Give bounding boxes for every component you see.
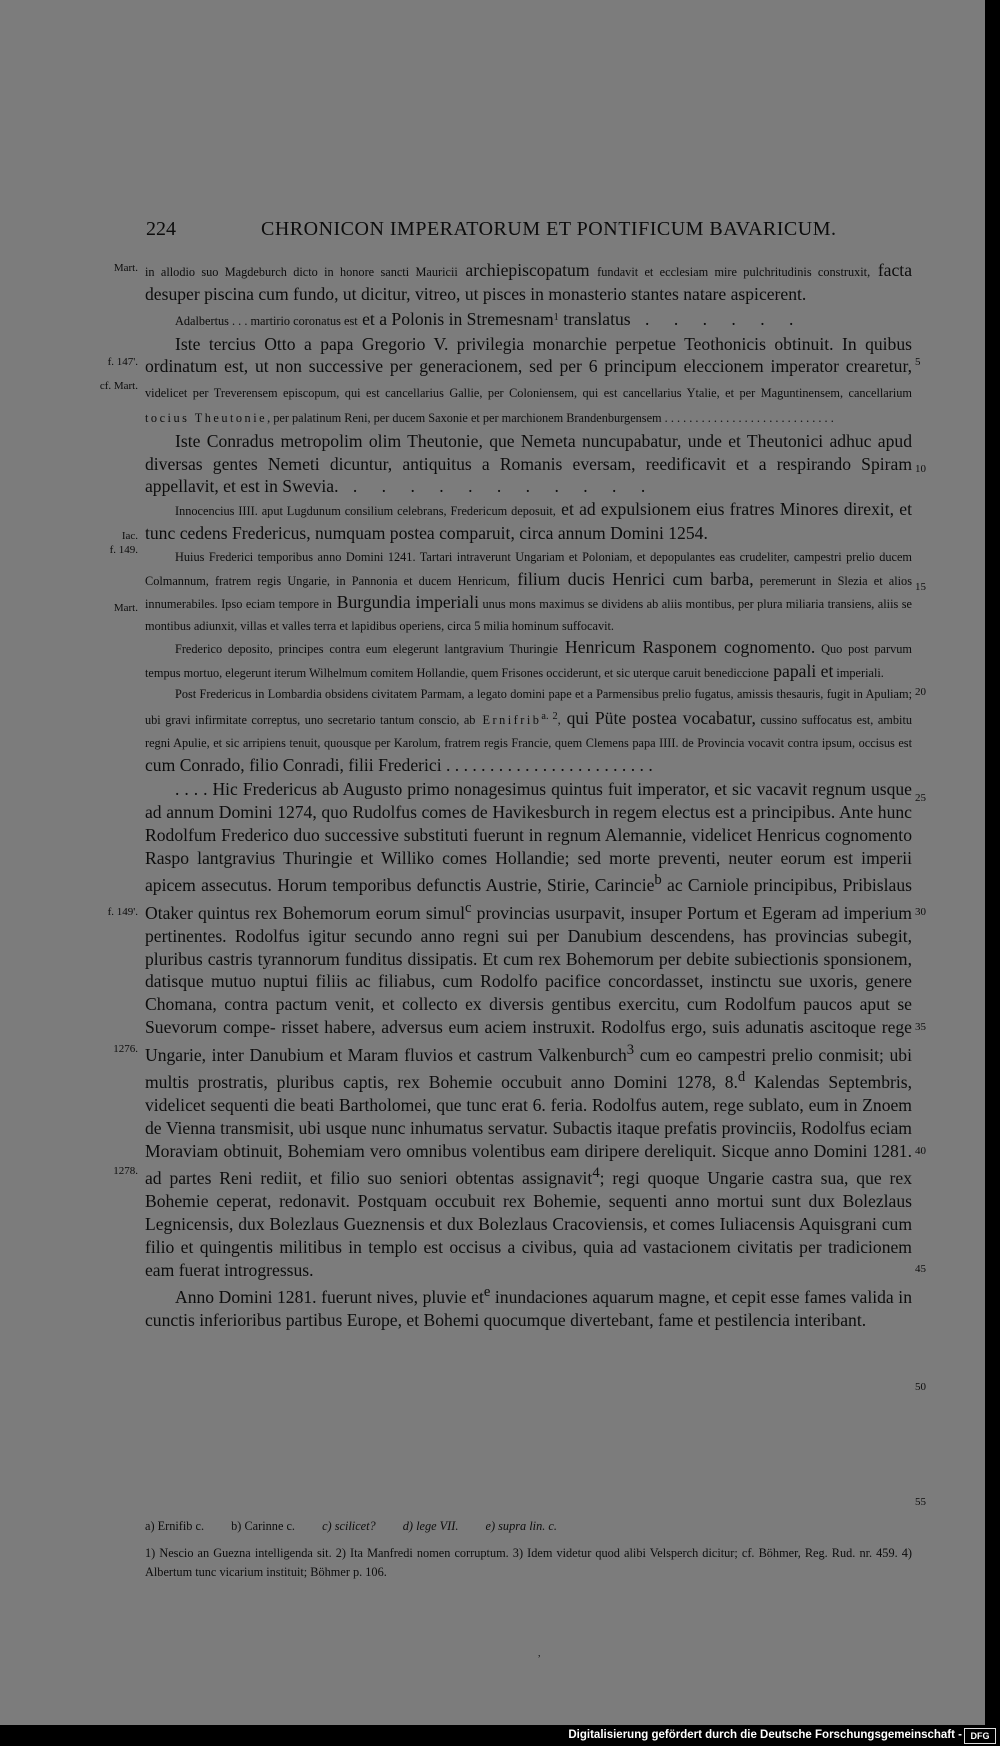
margin-ref: cf. Mart. xyxy=(99,380,138,392)
margin-ref: Mart. xyxy=(113,262,138,274)
note: d) lege VII. xyxy=(402,1519,459,1533)
margin-ref: f. 147'. xyxy=(107,356,138,368)
line-number: 15 xyxy=(915,581,926,593)
footnote-ref: d xyxy=(737,1069,746,1086)
footnote-ref: c xyxy=(464,900,472,917)
line-number: 25 xyxy=(915,792,926,804)
line-number: 35 xyxy=(915,1021,926,1033)
scan-speck: , xyxy=(538,1648,541,1659)
line-number: 55 xyxy=(915,1496,926,1508)
footnote-ref: e xyxy=(483,1284,491,1301)
paragraph: Frederico deposito, principes contra eum elegerunt lantgravium Thuringie Henricum Rasponem cognomento. Quo post parvum tempus mortuo, elegerunt iterum Wilhelmum comitem Hollandie, quem Frisones occiderunt, et sic uterque caruit benediccione papali et imperiali. xyxy=(145,637,912,681)
paragraph: Anno Domini 1281. fuerunt nives, pluvie $et^e$ inundaciones aquarum magne, et cepit esse fames valida in cunctis inferioribus partibus Europe, et Bohemi quocumque divertebant, fame et pestilencia interibant. xyxy=(145,1284,912,1330)
page-number: 224 xyxy=(146,218,176,240)
note: c) scilicet? xyxy=(322,1519,376,1533)
main-text xyxy=(145,260,912,1332)
footnote-ref: 1 xyxy=(553,312,559,323)
margin-ref: 1278. xyxy=(113,1165,138,1177)
footnote-ref: a. 2 xyxy=(541,710,558,722)
paragraph: Iste tercius Otto a papa Gregorio V. privilegia monarchie perpetue Teothonicis obtinuit. In quibus ordinatum est, ut non successive per generacionem, sed per 6 principum eleccionem imperator crearetur, videlicet per Treverensem episcopum, qui est cancellarius Gallie, per Coloniensem, qui est cancellarius Ytalie, et per Maguntinensem, cancellarium tocius Theutonie, per palatinum Reni, per ducem Saxonie et per marchionem Brandenburgensem . . . . . . . . . . . . . . . . . . . . . . . . . . . . xyxy=(145,333,912,425)
footnote-ref: 4 xyxy=(592,1165,600,1182)
paragraph: Iste Conradus metropolim olim Theutonie, que Nemeta nuncupabatur, unde et Theutonici adhuc apud diversas gentes Nemeti dicuntur, antiquitus a Romanis eversam, reedificavit et a respirando Spiram appellavit, et est in Swevia. . . . . . . . . . . . xyxy=(145,430,912,497)
line-number: 30 xyxy=(915,906,926,918)
footer-bar xyxy=(0,1725,1000,1746)
line-number: 20 xyxy=(915,686,926,698)
dfg-logo: DFG xyxy=(964,1728,996,1744)
note: b) Carinne c. xyxy=(231,1519,296,1533)
paragraph: Innocencius IIII. aput Lugdunum consilium celebrans, Fredericum deposuit, et ad expulsionem eius fratres Minores direxit, et tunc cedens Fredericus, numquam postea comparuit, circa annum Domini 1254. xyxy=(145,499,912,543)
paragraph: Adalbertus . . . martirio coronatus est et a Polonis in Stremesnam$^1$ translatus . . . . . . xyxy=(175,309,804,330)
paragraph: Huius Frederici temporibus anno Domini 1241. Tartari intraverunt Ungariam et Poloniam, et depopulantes eas crudeliter, campestri prelio ducem Colmannum, fratrem regis Ungarie, in Pannonia et ducem Henricum, filium ducis Henrici cum barba, peremerunt in Slezia et alios innumerabiles. Ipso eciam tempore in Burgundia imperiali unus mons maximus se dividens ab aliis montibus, per plura miliaria transiens, aliis se montibus adiunxit, villas et valles terra et lapidibus operiens, circa 5 milia hominum suffocavit. xyxy=(145,550,913,633)
line-number: 50 xyxy=(915,1381,926,1393)
note: a) Ernifib c. xyxy=(145,1519,205,1533)
margin-ref: f. 149'. xyxy=(107,906,138,918)
margin-ref: Iac. xyxy=(121,530,138,542)
footnote-ref: 3 xyxy=(626,1041,635,1058)
margin-ref: Mart. xyxy=(113,602,138,614)
running-title: CHRONICON IMPERATORUM ET PONTIFICUM BAVARICUM. xyxy=(261,218,837,240)
footnote-ref: b xyxy=(654,872,662,889)
page-header xyxy=(146,218,916,242)
margin-ref: f. 149. xyxy=(109,544,138,556)
paragraph: in allodio suo Magdeburch dicto in honore sancti Mauricii archiepiscopatum fundavit et ecclesiam mire pulchritudinis construxit, facta desuper piscina cum fundo, ut dicitur, vitreo, ut pisces in monasterio stantes natare aspicerent. xyxy=(145,260,912,304)
footer-text: Digitalisierung gefördert durch die Deutsche Forschungsgemeinschaft - xyxy=(568,1729,962,1741)
paragraph: Post Fredericus in Lombardia obsidens civitatem Parmam, a legato domini pape et a Parmensibus prelio fugatus, amissis thesauris, fugit in Apuliam; ubi gravi infirmitate correptus, uno secretario tantum conscio, ab Ernifrib$^{a. 2}$, qui Püte postea vocabatur, cussino suffocatus est, ambitu regni Apulie, et sic arripiens tenuit, quousque per Karolum, fratrem regis Francie, quem Clemens papa IIII. de Provincia vocavit contra ipsum, occisus est cum Conrado, filio Conradi, filii Frederici . . . . . . . . . . . . . . . . . . . . . . . . xyxy=(145,687,913,775)
textual-notes xyxy=(145,1519,912,1534)
footnotes: 1) Nescio an Guezna intelligenda sit. 2) Ita Manfredi nomen corruptum. 3) Idem videtur quod alibi Velsperch dicitur; cf. Böhmer, Reg. Rud. nr. 459. 4) Albertum tunc vicarium instituit; Böhmer p. 106. xyxy=(145,1546,912,1579)
margin-ref: 1276. xyxy=(113,1043,138,1055)
note: e) supra lin. c. xyxy=(485,1519,557,1533)
line-number: 40 xyxy=(915,1145,926,1157)
paragraph: . . . . Hic Fredericus ab Augusto primo nonagesimus quintus fuit imperator, et sic vacavit regnum usque ad annum Domini 1274, quo Rudolfus comes de Havikesburch in regem electus est a principibus. Ante hunc Rodolfum Frederico duo successive substituti fuerunt in regnum Alemannie, videlicet Henricus cognomento Raspo lantgravius Thuringie et Williko comes Hollandie; sed morte preventi, neuter eorum est imperii apicem assecutus. Horum temporibus defunctis Austrie, Stirie, Carincie$^b$ ac Carniole principibus, Pribislaus Otaker quintus rex Bohemorum eorum simul$^c$ provincias usurpavit, insuper Portum et Egeram ad imperium pertinentes. Rodolfus igitur secundo anno regni sui per Danubium descendens, has provincias subegit, pluribus castris tyrannorum funditus dissipatis. Et cum rex Bohemorum per debite subiectionis sponsionem, datisque mutuo nuptui filiis ac filiabus, cum Rodolfo pacifice concordasset, instinctu sue uxoris, genere Chomana, contra pactum venit, et collecto ex diversis gentibus exercitu, cum Rodolfum paucos aput se Suevorum compe- risset habere, adversus eum aciem instruxit. Rodolfus ergo, suis adunatis ascitoque rege Ungarie, inter Danubium et Maram fluvios et castrum Valkenburch$^3$ cum eo campestri prelio conmisit; ubi multis prostratis, pluribus captis, rex Bohemie occubuit anno Domini 1278, 8.$^d$ Kalendas Septembris, videlicet sequenti die beati Bartholomei, que tunc erat 6. feria. Rodolfus autem, rege sublato, eum in Znoem de Vienna transmisit, ubi usque nunc inhumatus servatur. Subactis itaque prefatis provinciis, Rodolfus eciam Moraviam obtinuit, Bohemiam vero omnibus volentibus eam diripere dereliquit. Sicque anno Domini 1281. ad partes Reni rediit, et filio suo seniori obtentas assignavit$^4$; regi quoque Ungarie castra sua, que rex Bohemie ceperat, redonavit. Postquam occubuit rex Bohemie, sequenti anno mortui sunt dux Bolezlaus Legnicensis, dux Bolezlaus Gueznensis et dux Bolezlaus Cracoviensis, et comes Iuliacensis Aquisgrani cum filio et quingentis militibus in templo est occisus a civibus, quia ad vastacionem civitatis per tradicionem eam fuerat introgressus. xyxy=(145,779,913,1280)
line-number: 45 xyxy=(915,1263,926,1275)
line-number: 10 xyxy=(915,463,926,475)
line-number: 5 xyxy=(915,356,921,368)
